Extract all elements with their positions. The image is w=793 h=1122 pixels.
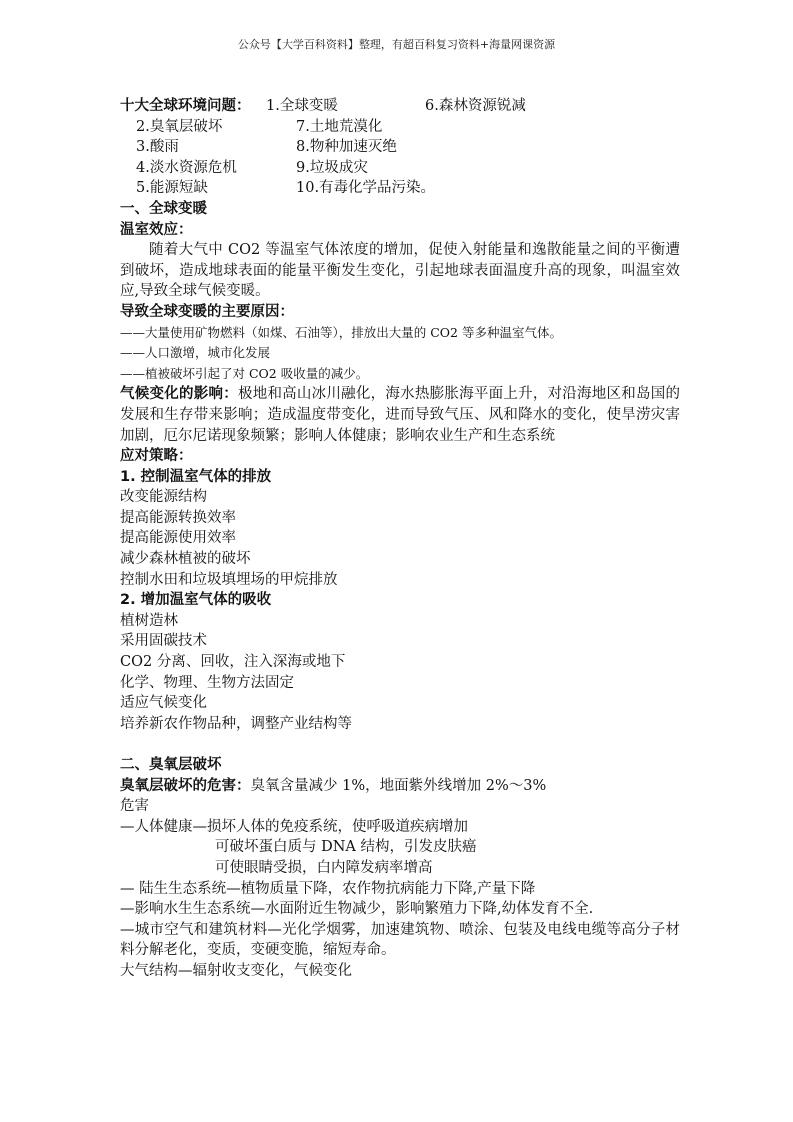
cause-line: ——大量使用矿物燃料（如煤、石油等），排放出大量的 CO2 等多种温室气体。 (120, 324, 562, 340)
problem-item: 10.有毒化学品污染。 (296, 180, 436, 197)
problem-item: 1.全球变暖 (266, 98, 338, 114)
list-item: 植树造林 (120, 612, 178, 629)
list-item: 适应气候变化 (120, 695, 207, 712)
list-item: 化学、物理、生物方法固定 (120, 674, 294, 691)
problems-title: 十大全球环境问题： (120, 98, 251, 114)
problem-item: 4.淡水资源危机 (136, 159, 237, 176)
list-item: 改变能源结构 (120, 489, 207, 506)
paragraph: 危害 (120, 798, 149, 815)
list-item: 减少森林植被的破坏 (120, 551, 251, 568)
paragraph (120, 776, 680, 797)
list-item: 采用固碳技术 (120, 633, 207, 650)
list-item: CO2 分离、回收，注入深海或地下 (120, 654, 346, 671)
problem-item: 7.土地荒漠化 (296, 118, 383, 135)
section-heading: 一、全球变暖 (120, 200, 207, 217)
cause-line: ——植被破坏引起了对 CO2 吸收量的减少。 (120, 365, 369, 381)
subheading: 1. 控制温室气体的排放 (120, 468, 272, 485)
subheading: 导致全球变暖的主要原因： (120, 303, 294, 320)
subheading: 2. 增加温室气体的吸收 (120, 592, 272, 609)
problem-item: 3.酸雨 (136, 139, 179, 156)
list-item: 控制水田和垃圾填埋场的甲烷排放 (120, 571, 338, 588)
spacer (120, 734, 680, 755)
problem-row (120, 117, 680, 138)
paragraph: 随着大气中 CO2 等温室气体浓度的增加，促使入射能量和逸散能量之间的平衡遭到破坏，造成地球表面的能量平衡发生变化，引起地球表面温度升高的现象，叫温室效应,导致全球气候变暖。 (120, 242, 680, 300)
problem-item: 5.能源短缺 (136, 180, 208, 197)
inline-title: 气候变化的影响： (120, 386, 238, 403)
page-header: 公众号【大学百科资料】整理，有超百科复习资料+海量网课资源 (237, 38, 556, 51)
problem-row (120, 137, 680, 158)
document-body (120, 96, 680, 982)
harm-line: —影响水生生态系统—水面附近生物减少，影响繁殖力下降,幼体发育不全. (120, 901, 594, 918)
list-item: 培养新农作物品种，调整产业结构等 (120, 715, 352, 732)
problem-item: 6.森林资源锐减 (425, 98, 526, 114)
harm-line: 可使眼睛受损，白内障发病率增高 (215, 859, 433, 876)
list-item: 提高能源转换效率 (120, 509, 236, 526)
problem-row (120, 178, 680, 199)
problem-row (120, 96, 680, 117)
problem-row (120, 158, 680, 179)
list-item: 提高能源使用效率 (120, 530, 236, 547)
harm-line: 可破坏蛋白质与 DNA 结构，引发皮肤癌 (215, 839, 477, 856)
harm-line: — 陆生生态系统—植物质量下降，农作物抗病能力下降,产量下降 (120, 880, 536, 897)
harm-line: —人体健康—损坏人体的免疫系统，使呼吸道疾病增加 (120, 818, 468, 835)
cause-line: ——人口激增，城市化发展 (120, 345, 271, 361)
problem-item: 2.臭氧层破坏 (136, 118, 223, 135)
subheading: 温室效应： (120, 221, 193, 238)
problem-item: 8.物种加速灭绝 (296, 139, 397, 156)
section-heading: 二、臭氧层破坏 (120, 757, 222, 773)
inline-text: 极地和高山冰川融化，海水热膨胀海平面上升，对沿海地区和岛国的发展和生存带来影响；造成温度带变化，进而导致气压、风和降水的变化，使旱涝灾害加剧，厄尔尼诺现象频繁；影响人体健康；影响农业生产和生态系统 (120, 386, 681, 444)
inline-text: 臭氧含量减少 1%，地面紫外线增加 2%～3% (250, 777, 547, 794)
problem-item: 9.垃圾成灾 (296, 159, 368, 176)
harm-line: —城市空气和建筑材料—光化学烟雾，加速建筑物、喷涂、包装及电线电缆等高分子材料分解老化，变质，变硬变脆，缩短寿命。 (120, 921, 680, 959)
paragraph (120, 384, 680, 446)
harm-line: 大气结构—辐射收支变化，气候变化 (120, 962, 352, 979)
subheading: 应对策略： (120, 448, 193, 465)
inline-title: 臭氧层破坏的危害： (120, 777, 251, 794)
